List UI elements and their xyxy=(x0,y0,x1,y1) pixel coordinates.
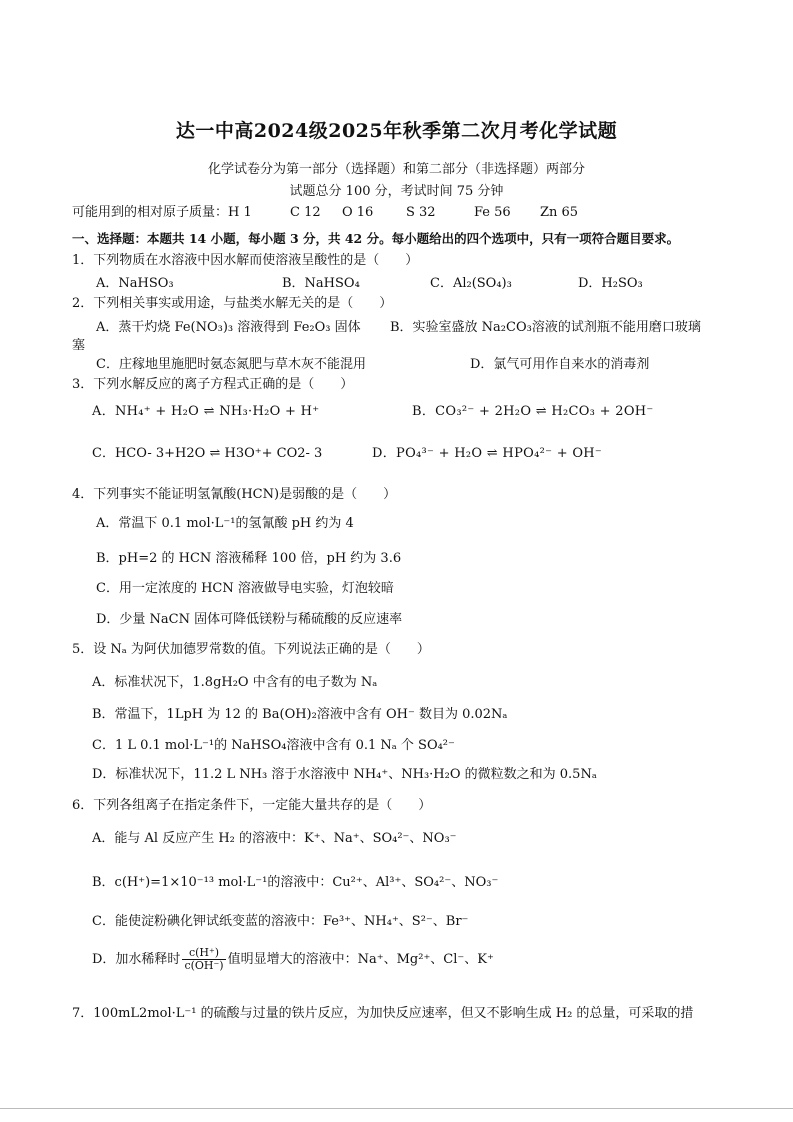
question-6-option-d-suffix: 值明显增大的溶液中：Na⁺、Mg²⁺、Cl⁻、K⁺ xyxy=(227,952,494,967)
atomic-mass-s: S 32 xyxy=(406,205,436,220)
question-5-option-c: C．1 L 0.1 mol·L⁻¹的 NaHSO₄溶液中含有 0.1 Nₐ 个 SO₄²⁻ xyxy=(92,738,455,753)
question-4-option-c: C．用一定浓度的 HCN 溶液做导电实验，灯泡较暗 xyxy=(96,581,394,596)
question-6-stem: 6．下列各组离子在指定条件下，一定能大量共存的是（ ） xyxy=(72,798,432,813)
atomic-mass-h: H 1 xyxy=(228,205,252,220)
question-5-option-b: B．常温下，1LpH 为 12 的 Ba(OH)₂溶液中含有 OH⁻ 数目为 0.02Nₐ xyxy=(92,707,508,722)
question-6-option-c: C．能使淀粉碘化钾试纸变蓝的溶液中：Fe³⁺、NH₄⁺、S²⁻、Br⁻ xyxy=(92,914,469,929)
question-6-option-d xyxy=(92,946,494,974)
question-4-stem: 4．下列事实不能证明氢氰酸(HCN)是弱酸的是（ ） xyxy=(72,487,397,502)
question-1-option-c: C．Al₂(SO₄)₃ xyxy=(430,276,512,291)
atomic-mass-zn: Zn 65 xyxy=(540,205,579,220)
question-4-option-a: A．常温下 0.1 mol·L⁻¹的氢氰酸 pH 约为 4 xyxy=(96,516,354,531)
question-1-stem: 1．下列物质在水溶液中因水解而使溶液呈酸性的是（ ） xyxy=(72,253,419,268)
atomic-mass-c: C 12 xyxy=(290,205,321,220)
question-1-option-d: D．H₂SO₃ xyxy=(578,276,643,291)
question-3-option-b: B．CO₃²⁻ + 2H₂O ⇌ H₂CO₃ + 2OH⁻ xyxy=(412,404,654,419)
question-5-stem: 5．设 Nₐ 为阿伏加德罗常数的值。下列说法正确的是（ ） xyxy=(72,642,430,657)
fraction-numerator: c(H⁺) xyxy=(182,947,225,960)
section-heading: 一、选择题：本题共 14 小题，每小题 3 分，共 42 分。每小题给出的四个选项中，只有一项符合题目要求。 xyxy=(72,231,680,246)
question-2-option-a: A．蒸干灼烧 Fe(NO₃)₃ 溶液得到 Fe₂O₃ 固体 xyxy=(96,320,361,335)
question-1-option-b: B．NaHSO₄ xyxy=(282,276,360,291)
question-2-stem: 2．下列相关事实或用途，与盐类水解无关的是（ ） xyxy=(72,296,393,311)
intro-line-2: 试题总分 100 分，考试时间 75 分钟 xyxy=(289,184,504,199)
question-3-option-d: D．PO₄³⁻ + H₂O ⇌ HPO₄²⁻ + OH⁻ xyxy=(372,446,603,461)
question-5-option-a: A．标准状况下，1.8gH₂O 中含有的电子数为 Nₐ xyxy=(92,675,378,690)
question-5-option-d: D．标准状况下，11.2 L NH₃ 溶于水溶液中 NH₄⁺、NH₃·H₂O 的微粒数之和为 0.5Nₐ xyxy=(92,767,597,782)
question-2-option-b: B．实验室盛放 Na₂CO₃溶液的试剂瓶不能用磨口玻璃 xyxy=(390,320,701,335)
intro-line-1: 化学试卷分为第一部分（选择题）和第二部分（非选择题）两部分 xyxy=(207,162,585,177)
question-4-option-b: B．pH=2 的 HCN 溶液稀释 100 倍，pH 约为 3.6 xyxy=(96,551,402,566)
question-2-option-d: D．氯气可用作自来水的消毒剂 xyxy=(470,357,650,372)
question-6-option-a: A．能与 Al 反应产生 H₂ 的溶液中：K⁺、Na⁺、SO₄²⁻、NO₃⁻ xyxy=(92,831,457,846)
question-2-option-c: C．庄稼地里施肥时氨态氮肥与草木灰不能混用 xyxy=(96,357,366,372)
fraction-denominator: c(OH⁻) xyxy=(184,959,224,972)
question-1-option-a: A．NaHSO₃ xyxy=(96,276,174,291)
question-4-option-d: D．少量 NaCN 固体可降低镁粉与稀硫酸的反应速率 xyxy=(96,612,403,627)
question-3-option-c: C．HCO- 3+H2O ⇌ H3O⁺+ CO2- 3 xyxy=(92,446,323,461)
concentration-ratio-fraction xyxy=(182,947,225,972)
question-6-option-b: B．c(H⁺)=1×10⁻¹³ mol·L⁻¹的溶液中：Cu²⁺、Al³⁺、SO₄²⁻、NO₃⁻ xyxy=(92,875,499,890)
page-bottom-divider xyxy=(0,1108,793,1109)
atomic-mass-fe: Fe 56 xyxy=(474,205,511,220)
question-3-stem: 3．下列水解反应的离子方程式正确的是（ ） xyxy=(72,377,354,392)
question-7-stem: 7．100mL2mol·L⁻¹ 的硫酸与过量的铁片反应，为加快反应速率，但又不影响生成 H₂ 的总量，可采取的措 xyxy=(72,1006,694,1021)
question-3-option-a: A．NH₄⁺ + H₂O ⇌ NH₃·H₂O + H⁺ xyxy=(92,404,320,419)
question-6-option-d-prefix: D．加水稀释时 xyxy=(92,952,181,967)
page-title: 达一中高2024级2025年秋季第二次月考化学试题 xyxy=(175,120,618,142)
atomic-mass-o: O 16 xyxy=(342,205,374,220)
atomic-mass-label: 可能用到的相对原子质量： xyxy=(72,205,229,220)
question-2-option-b-continued: 塞 xyxy=(72,338,86,353)
